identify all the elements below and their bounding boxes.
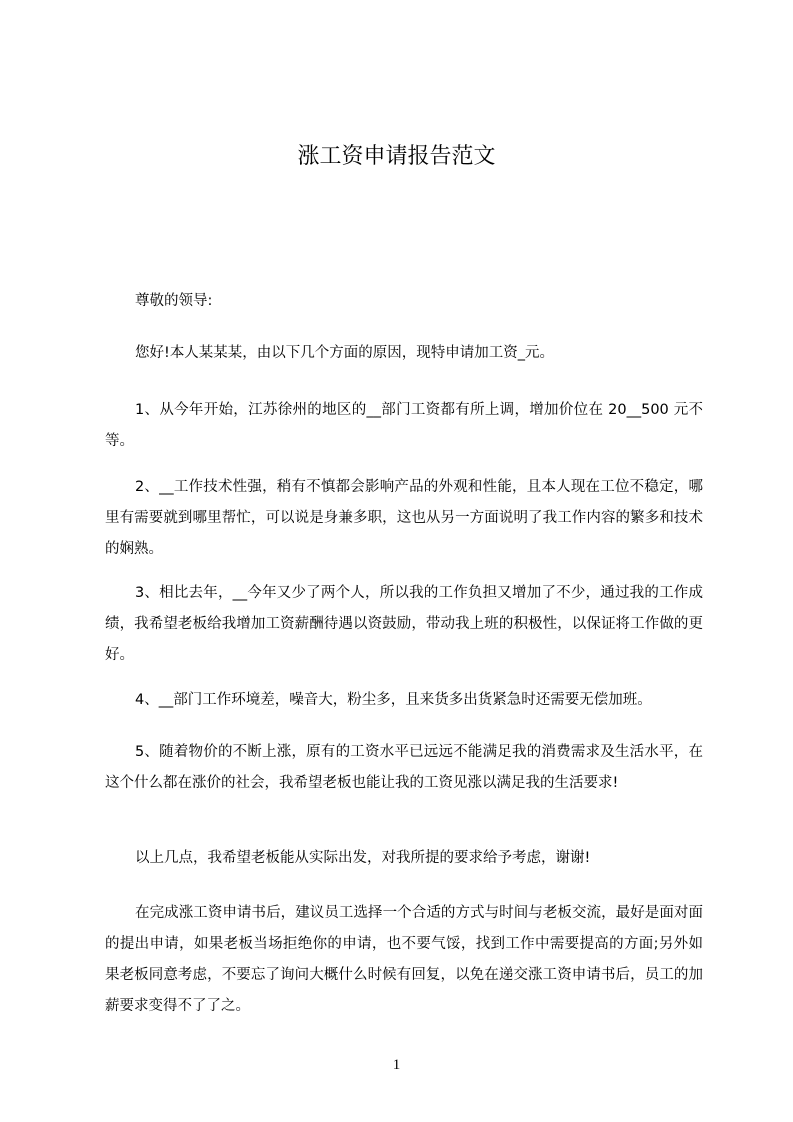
paragraph-greeting: 您好!本人某某某，由以下几个方面的原因，现特申请加工资_元。 [135,345,555,361]
salutation: 尊敬的领导: [135,293,213,309]
page-title: 涨工资申请报告范文 [297,144,496,169]
paragraph-advice: 在完成涨工资申请书后，建议员工选择一个合适的方式与时间与老板交流，最好是面对面的提出申请，如果老板当场拒绝你的申请，也不要气馁，找到工作中需要提高的方面;另外如果老板同意考虑，不要忘了询问大概什么时候有回复，以免在递交涨工资申请书后，员工的加薪要求变得不了了之。 [105,905,703,1014]
paragraph-reason-4: 4、__部门工作环境差，噪音大，粉尘多，且来货多出货紧急时还需要无偿加班。 [135,692,652,708]
paragraph-reason-3: 3、相比去年，__今年又少了两个人，所以我的工作负担又增加了不少，通过我的工作成绩，我希望老板给我增加工资薪酬待遇以资鼓励，带动我上班的积极性，以保证将工作做的更好。 [105,585,703,663]
paragraph-reason-2: 2、__工作技术性强，稍有不慎都会影响产品的外观和性能，且本人现在工位不稳定，哪里有需要就到哪里帮忙，可以说是身兼多职，这也从另一方面说明了我工作内容的繁多和技术的娴熟。 [105,479,703,557]
paragraph-reason-1: 1、从今年开始，江苏徐州的地区的__部门工资都有所上调，增加价位在 20__500 元不等。 [105,402,703,449]
paragraph-closing: 以上几点，我希望老板能从实际出发，对我所提的要求给予考虑，谢谢! [135,850,591,866]
page-number: 1 [392,1057,401,1073]
paragraph-reason-5: 5、随着物价的不断上涨，原有的工资水平已远远不能满足我的消费需求及生活水平，在这个什么都在涨价的社会，我希望老板也能让我的工资见涨以满足我的生活要求! [105,744,703,791]
